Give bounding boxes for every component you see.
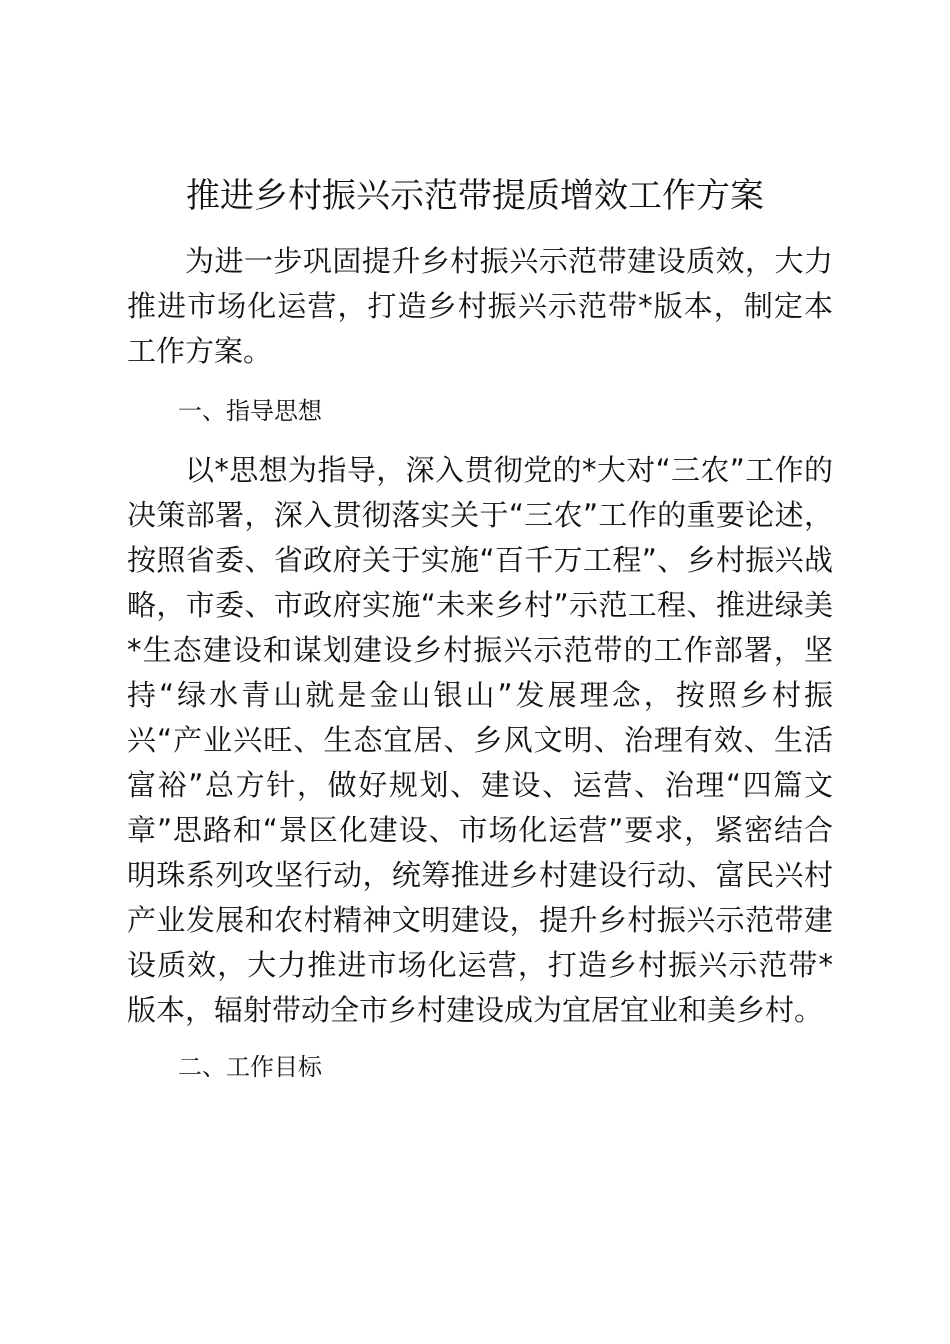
intro-paragraph: 为进一步巩固提升乡村振兴示范带建设质效，大力推进市场化运营，打造乡村振兴示范带*版本，制定本工作方案。 — [127, 244, 833, 368]
section-body-guiding-ideology: 以*思想为指导，深入贯彻党的*大对“三农”工作的决策部署，深入贯彻落实关于“三农”工作的重要论述，按照省委、省政府关于实施“百千万工程”、乡村振兴战略，市委、市政府实施“未来乡村”示范工程、推进绿美*生态建设和谋划建设乡村振兴示范带的工作部署，坚持“绿水青山就是金山银山”发展理念，按照乡村振兴“产业兴旺、生态宜居、乡风文明、治理有效、生活富裕”总方针，做好规划、建设、运营、治理“四篇文章”思路和“景区化建设、市场化运营”要求，紧密结合明珠系列攻坚行动，统筹推进乡村建设行动、富民兴村产业发展和农村精神文明建设，提升乡村振兴示范带建设质效，大力推进市场化运营，打造乡村振兴示范带*版本，辐射带动全市乡村建设成为宜居宜业和美乡村。 — [127, 453, 833, 1027]
section-heading-work-goals: 二、工作目标 — [178, 1053, 322, 1081]
section-heading-guiding-ideology: 一、指导思想 — [178, 397, 322, 425]
document-title: 推进乡村振兴示范带提质增效工作方案 — [186, 176, 764, 216]
